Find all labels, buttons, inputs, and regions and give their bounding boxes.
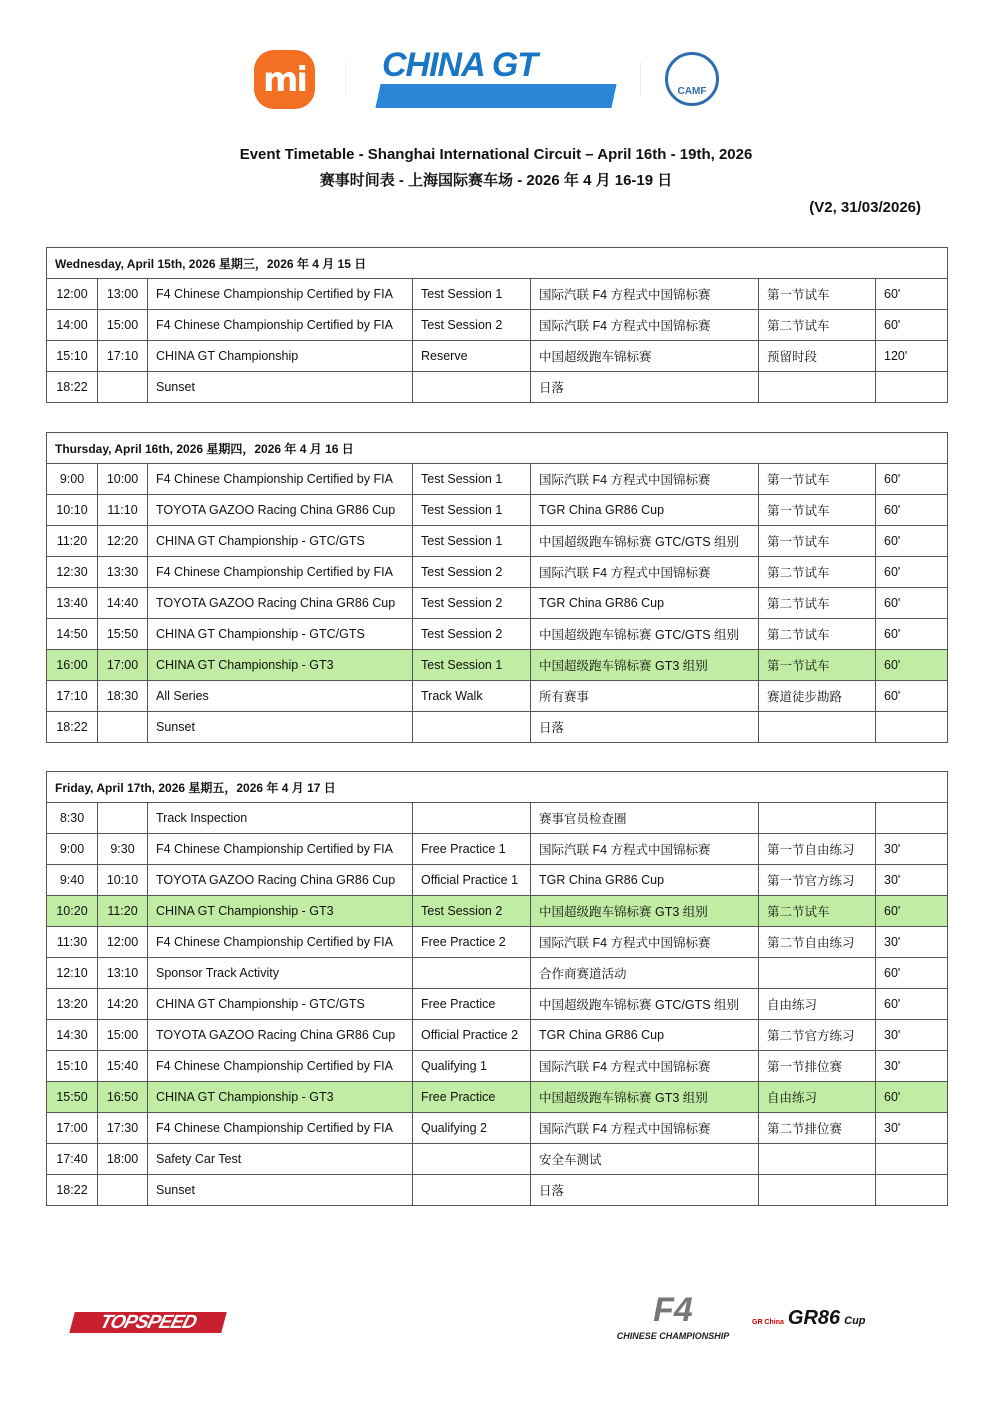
cell-end: 12:00 xyxy=(98,927,148,958)
cell-duration: 120' xyxy=(876,341,948,372)
cell-series: CHINA GT Championship - GT3 xyxy=(148,1082,413,1113)
cell-duration: 60' xyxy=(876,495,948,526)
cell-series: F4 Chinese Championship Certified by FIA xyxy=(148,927,413,958)
cell-start: 17:10 xyxy=(47,681,98,712)
cell-end: 10:10 xyxy=(98,865,148,896)
cell-series: F4 Chinese Championship Certified by FIA xyxy=(148,464,413,495)
cell-series-cn: TGR China GR86 Cup xyxy=(531,495,759,526)
cell-series: F4 Chinese Championship Certified by FIA xyxy=(148,1051,413,1082)
day-heading: Friday, April 17th, 2026 星期五，2026 年 4 月 17 日 xyxy=(47,772,948,803)
cell-start: 15:10 xyxy=(47,1051,98,1082)
cell-end: 18:30 xyxy=(98,681,148,712)
cell-end: 13:10 xyxy=(98,958,148,989)
cell-start: 9:00 xyxy=(47,834,98,865)
cell-session: Free Practice xyxy=(413,989,531,1020)
cell-duration: 30' xyxy=(876,927,948,958)
cell-duration: 60' xyxy=(876,464,948,495)
cell-duration: 60' xyxy=(876,588,948,619)
divider xyxy=(640,62,641,96)
table-row xyxy=(47,1051,948,1082)
cell-session: Test Session 2 xyxy=(413,896,531,927)
cell-series-cn: TGR China GR86 Cup xyxy=(531,1020,759,1051)
cell-end: 15:00 xyxy=(98,1020,148,1051)
cell-end: 11:10 xyxy=(98,495,148,526)
cell-session: Official Practice 1 xyxy=(413,865,531,896)
table-row xyxy=(47,896,948,927)
table-row xyxy=(47,681,948,712)
cell-session: Free Practice 2 xyxy=(413,927,531,958)
cell-session-cn: 第一节自由练习 xyxy=(759,834,876,865)
table-row xyxy=(47,927,948,958)
day-heading-row xyxy=(47,248,948,279)
cell-series: Sunset xyxy=(148,712,413,743)
cell-series: Sponsor Track Activity xyxy=(148,958,413,989)
f4-logo-subtext: CHINESE CHAMPIONSHIP xyxy=(616,1331,730,1341)
cell-end: 9:30 xyxy=(98,834,148,865)
cell-duration: 30' xyxy=(876,1113,948,1144)
version-label: (V2, 31/03/2026) xyxy=(809,199,921,216)
cell-series-cn: 国际汽联 F4 方程式中国锦标赛 xyxy=(531,310,759,341)
cell-series-cn: 国际汽联 F4 方程式中国锦标赛 xyxy=(531,464,759,495)
cell-session-cn: 第二节试车 xyxy=(759,588,876,619)
cell-end: 13:00 xyxy=(98,279,148,310)
table-row xyxy=(47,834,948,865)
cell-end xyxy=(98,372,148,403)
table-row xyxy=(47,1082,948,1113)
cell-start: 9:00 xyxy=(47,464,98,495)
cell-series: TOYOTA GAZOO Racing China GR86 Cup xyxy=(148,1020,413,1051)
cell-series: Sunset xyxy=(148,372,413,403)
cell-session xyxy=(413,1144,531,1175)
cell-end: 18:00 xyxy=(98,1144,148,1175)
cell-session-cn: 第一节试车 xyxy=(759,464,876,495)
cell-duration: 60' xyxy=(876,650,948,681)
cell-session-cn: 第二节排位赛 xyxy=(759,1113,876,1144)
cell-start: 8:30 xyxy=(47,803,98,834)
day-heading-row xyxy=(47,433,948,464)
cell-start: 14:00 xyxy=(47,310,98,341)
cell-series-cn: 中国超级跑车锦标赛 GTC/GTS 组别 xyxy=(531,526,759,557)
day-heading: Wednesday, April 15th, 2026 星期三，2026 年 4 月 15 日 xyxy=(47,248,948,279)
cell-duration: 60' xyxy=(876,619,948,650)
cell-session xyxy=(413,1175,531,1206)
cell-series-cn: 中国超级跑车锦标赛 GTC/GTS 组别 xyxy=(531,619,759,650)
f4-logo-text: F4 xyxy=(653,1291,693,1329)
table-row xyxy=(47,557,948,588)
cell-session: Reserve xyxy=(413,341,531,372)
cell-session-cn xyxy=(759,1144,876,1175)
cell-session xyxy=(413,803,531,834)
cell-start: 13:40 xyxy=(47,588,98,619)
cell-series: CHINA GT Championship - GTC/GTS xyxy=(148,989,413,1020)
cell-start: 14:50 xyxy=(47,619,98,650)
cell-session-cn: 第一节官方练习 xyxy=(759,865,876,896)
table-row xyxy=(47,1175,948,1206)
cell-start: 12:30 xyxy=(47,557,98,588)
table-row xyxy=(47,989,948,1020)
cell-end: 17:30 xyxy=(98,1113,148,1144)
cell-series: CHINA GT Championship - GT3 xyxy=(148,650,413,681)
cell-series: TOYOTA GAZOO Racing China GR86 Cup xyxy=(148,865,413,896)
cell-session: Test Session 1 xyxy=(413,279,531,310)
cell-session: Test Session 2 xyxy=(413,557,531,588)
cell-series-cn: 国际汽联 F4 方程式中国锦标赛 xyxy=(531,1113,759,1144)
cell-session-cn: 第一节试车 xyxy=(759,495,876,526)
cell-start: 12:10 xyxy=(47,958,98,989)
cell-series: F4 Chinese Championship Certified by FIA xyxy=(148,834,413,865)
cell-start: 9:40 xyxy=(47,865,98,896)
cell-duration xyxy=(876,1144,948,1175)
topspeed-logo-text: TOPSPEED xyxy=(97,1312,199,1333)
cell-series-cn: 日落 xyxy=(531,1175,759,1206)
cell-end: 12:20 xyxy=(98,526,148,557)
cell-end: 15:50 xyxy=(98,619,148,650)
cell-series-cn: 安全车测试 xyxy=(531,1144,759,1175)
cell-session: Test Session 1 xyxy=(413,650,531,681)
cell-duration: 60' xyxy=(876,279,948,310)
cell-end xyxy=(98,803,148,834)
camf-logo-text: CAMF xyxy=(677,86,707,97)
day-heading-row xyxy=(47,772,948,803)
cell-series-cn: 赛事官员检查圈 xyxy=(531,803,759,834)
table-row xyxy=(47,712,948,743)
cell-series-cn: 国际汽联 F4 方程式中国锦标赛 xyxy=(531,834,759,865)
table-row xyxy=(47,279,948,310)
cell-session-cn: 第二节官方练习 xyxy=(759,1020,876,1051)
cell-session-cn xyxy=(759,372,876,403)
cell-end: 13:30 xyxy=(98,557,148,588)
day-schedule-table xyxy=(46,432,948,743)
table-row xyxy=(47,619,948,650)
day-schedule-table xyxy=(46,247,948,403)
cell-session-cn: 赛道徒步勘路 xyxy=(759,681,876,712)
camf-logo xyxy=(665,52,719,106)
cell-series: CHINA GT Championship xyxy=(148,341,413,372)
cell-session-cn: 第二节试车 xyxy=(759,557,876,588)
cell-series: F4 Chinese Championship Certified by FIA xyxy=(148,279,413,310)
cell-series: Track Inspection xyxy=(148,803,413,834)
cell-session xyxy=(413,712,531,743)
cell-series-cn: 所有赛事 xyxy=(531,681,759,712)
gr86-logo-tag: GR China xyxy=(752,1319,784,1326)
xiaomi-logo xyxy=(254,50,315,109)
cell-session-cn: 第二节试车 xyxy=(759,896,876,927)
cell-duration: 60' xyxy=(876,989,948,1020)
cell-end: 17:00 xyxy=(98,650,148,681)
china-gt-logo-bar xyxy=(375,84,616,108)
cell-series-cn: 国际汽联 F4 方程式中国锦标赛 xyxy=(531,927,759,958)
cell-duration: 60' xyxy=(876,681,948,712)
title-cn: 赛事时间表 - 上海国际赛车场 - 2026 年 4 月 16-19 日 xyxy=(319,172,673,189)
cell-series-cn: 中国超级跑车锦标赛 GT3 组别 xyxy=(531,1082,759,1113)
cell-series: CHINA GT Championship - GT3 xyxy=(148,896,413,927)
cell-session-cn: 第一节试车 xyxy=(759,279,876,310)
cell-session: Test Session 2 xyxy=(413,619,531,650)
china-gt-logo xyxy=(372,46,620,110)
cell-series: Sunset xyxy=(148,1175,413,1206)
table-row xyxy=(47,495,948,526)
cell-series: TOYOTA GAZOO Racing China GR86 Cup xyxy=(148,588,413,619)
cell-start: 10:20 xyxy=(47,896,98,927)
cell-session-cn xyxy=(759,712,876,743)
table-row xyxy=(47,803,948,834)
cell-start: 18:22 xyxy=(47,1175,98,1206)
cell-series-cn: 日落 xyxy=(531,712,759,743)
cell-series: F4 Chinese Championship Certified by FIA xyxy=(148,1113,413,1144)
cell-series-cn: 合作商赛道活动 xyxy=(531,958,759,989)
cell-end: 17:10 xyxy=(98,341,148,372)
cell-end xyxy=(98,712,148,743)
cell-series: F4 Chinese Championship Certified by FIA xyxy=(148,310,413,341)
cell-start: 15:10 xyxy=(47,341,98,372)
cell-end: 14:20 xyxy=(98,989,148,1020)
cell-series: CHINA GT Championship - GTC/GTS xyxy=(148,526,413,557)
cell-duration: 30' xyxy=(876,1051,948,1082)
title-en: Event Timetable - Shanghai International Circuit – April 16th - 19th, 2026 xyxy=(239,146,753,163)
table-row xyxy=(47,958,948,989)
cell-series: All Series xyxy=(148,681,413,712)
cell-session-cn: 第一节排位赛 xyxy=(759,1051,876,1082)
cell-session-cn: 自由练习 xyxy=(759,1082,876,1113)
cell-series: Safety Car Test xyxy=(148,1144,413,1175)
cell-series-cn: 中国超级跑车锦标赛 GT3 组别 xyxy=(531,896,759,927)
cell-session-cn: 第一节试车 xyxy=(759,526,876,557)
table-row xyxy=(47,341,948,372)
cell-session: Qualifying 1 xyxy=(413,1051,531,1082)
cell-duration: 30' xyxy=(876,1020,948,1051)
cell-duration: 60' xyxy=(876,1082,948,1113)
cell-duration xyxy=(876,372,948,403)
cell-duration: 60' xyxy=(876,557,948,588)
cell-duration: 60' xyxy=(876,958,948,989)
cell-end: 15:40 xyxy=(98,1051,148,1082)
cell-start: 12:00 xyxy=(47,279,98,310)
day-schedule-table xyxy=(46,771,948,1206)
day-heading: Thursday, April 16th, 2026 星期四，2026 年 4 月 16 日 xyxy=(47,433,948,464)
cell-start: 18:22 xyxy=(47,712,98,743)
cell-series-cn: 中国超级跑车锦标赛 GT3 组别 xyxy=(531,650,759,681)
cell-session: Test Session 2 xyxy=(413,588,531,619)
table-row xyxy=(47,588,948,619)
cell-session-cn: 第二节试车 xyxy=(759,310,876,341)
cell-session-cn: 第二节自由练习 xyxy=(759,927,876,958)
gr86-logo-cup: Cup xyxy=(844,1315,866,1327)
cell-session: Test Session 1 xyxy=(413,495,531,526)
table-row xyxy=(47,1113,948,1144)
table-row xyxy=(47,526,948,557)
cell-session: Qualifying 2 xyxy=(413,1113,531,1144)
cell-series-cn: 国际汽联 F4 方程式中国锦标赛 xyxy=(531,1051,759,1082)
cell-series: CHINA GT Championship - GTC/GTS xyxy=(148,619,413,650)
cell-end: 16:50 xyxy=(98,1082,148,1113)
cell-series-cn: 国际汽联 F4 方程式中国锦标赛 xyxy=(531,279,759,310)
cell-start: 15:50 xyxy=(47,1082,98,1113)
cell-session-cn xyxy=(759,958,876,989)
xiaomi-logo-text: mi xyxy=(262,59,307,100)
cell-session-cn: 第一节试车 xyxy=(759,650,876,681)
cell-series-cn: 日落 xyxy=(531,372,759,403)
cell-start: 16:00 xyxy=(47,650,98,681)
cell-series-cn: TGR China GR86 Cup xyxy=(531,865,759,896)
table-row xyxy=(47,310,948,341)
table-row xyxy=(47,650,948,681)
cell-session: Test Session 1 xyxy=(413,464,531,495)
cell-start: 17:00 xyxy=(47,1113,98,1144)
gr86-logo-text: GR86 xyxy=(787,1307,841,1329)
cell-series-cn: 中国超级跑车锦标赛 GTC/GTS 组别 xyxy=(531,989,759,1020)
f4-logo xyxy=(608,1290,738,1342)
cell-end: 15:00 xyxy=(98,310,148,341)
cell-start: 11:20 xyxy=(47,526,98,557)
cell-session: Track Walk xyxy=(413,681,531,712)
cell-start: 17:40 xyxy=(47,1144,98,1175)
cell-duration: 60' xyxy=(876,526,948,557)
cell-start: 18:22 xyxy=(47,372,98,403)
cell-duration: 60' xyxy=(876,310,948,341)
cell-end: 11:20 xyxy=(98,896,148,927)
cell-duration xyxy=(876,712,948,743)
cell-series: F4 Chinese Championship Certified by FIA xyxy=(148,557,413,588)
cell-duration xyxy=(876,803,948,834)
table-row xyxy=(47,865,948,896)
cell-session-cn xyxy=(759,1175,876,1206)
table-row xyxy=(47,464,948,495)
cell-end xyxy=(98,1175,148,1206)
table-row xyxy=(47,372,948,403)
cell-series: TOYOTA GAZOO Racing China GR86 Cup xyxy=(148,495,413,526)
china-gt-logo-text: CHINA GT xyxy=(382,46,538,84)
cell-session-cn xyxy=(759,803,876,834)
cell-session-cn: 第二节试车 xyxy=(759,619,876,650)
cell-duration: 30' xyxy=(876,865,948,896)
cell-end: 14:40 xyxy=(98,588,148,619)
cell-duration xyxy=(876,1175,948,1206)
gr86-logo xyxy=(752,1306,866,1330)
table-row xyxy=(47,1020,948,1051)
cell-duration: 30' xyxy=(876,834,948,865)
topspeed-logo xyxy=(69,1312,227,1333)
cell-session-cn: 预留时段 xyxy=(759,341,876,372)
table-row xyxy=(47,1144,948,1175)
cell-session: Test Session 1 xyxy=(413,526,531,557)
cell-end: 10:00 xyxy=(98,464,148,495)
cell-session: Official Practice 2 xyxy=(413,1020,531,1051)
cell-series-cn: 国际汽联 F4 方程式中国锦标赛 xyxy=(531,557,759,588)
cell-session xyxy=(413,372,531,403)
cell-session: Test Session 2 xyxy=(413,310,531,341)
cell-session: Free Practice 1 xyxy=(413,834,531,865)
cell-start: 14:30 xyxy=(47,1020,98,1051)
cell-duration: 60' xyxy=(876,896,948,927)
cell-session: Free Practice xyxy=(413,1082,531,1113)
cell-start: 10:10 xyxy=(47,495,98,526)
divider xyxy=(345,62,346,96)
cell-series-cn: TGR China GR86 Cup xyxy=(531,588,759,619)
cell-start: 13:20 xyxy=(47,989,98,1020)
cell-series-cn: 中国超级跑车锦标赛 xyxy=(531,341,759,372)
cell-start: 11:30 xyxy=(47,927,98,958)
cell-session xyxy=(413,958,531,989)
cell-session-cn: 自由练习 xyxy=(759,989,876,1020)
